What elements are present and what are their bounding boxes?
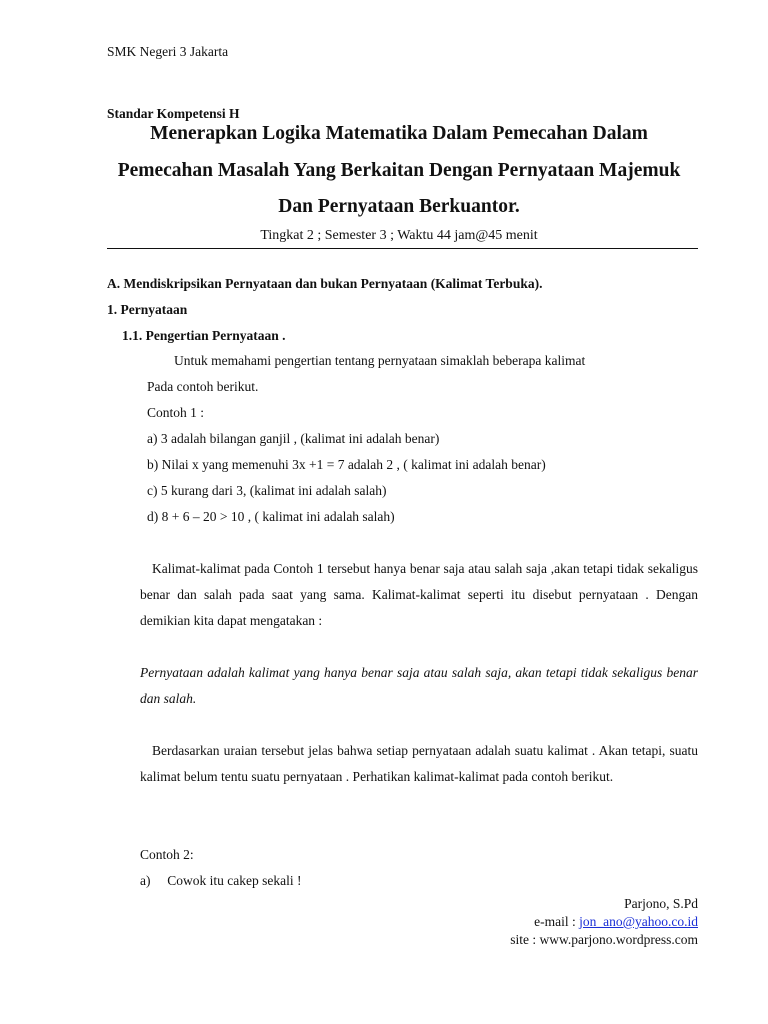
example-1-item: a) 3 adalah bilangan ganjil , (kalimat ini adalah benar): [147, 431, 440, 446]
example-1-label: Contoh 1 :: [147, 405, 205, 420]
footer-email-label: e-mail :: [534, 914, 580, 929]
example-2-item: [140, 873, 301, 889]
intro-line-2: Pada contoh berikut.: [147, 379, 259, 394]
example-2-label: Contoh 2:: [140, 847, 194, 862]
footer-email: [534, 914, 698, 930]
example-1-item: d) 8 + 6 – 20 > 10 , ( kalimat ini adalah salah): [147, 509, 395, 524]
competency-label: Standar Kompetensi H: [107, 106, 240, 121]
footer-author: Parjono, S.Pd: [624, 896, 698, 911]
example-2-item-text: Cowok itu cakep sekali !: [167, 873, 302, 888]
example-1-item: b) Nilai x yang memenuhi 3x +1 = 7 adalah 2 , ( kalimat ini adalah benar): [147, 457, 546, 472]
section-heading: A. Mendiskripsikan Pernyataan dan bukan Pernyataan (Kalimat Terbuka).: [107, 276, 543, 291]
example-1-item: c) 5 kurang dari 3, (kalimat ini adalah salah): [147, 483, 387, 498]
title-line-1: Menerapkan Logika Matematika Dalam Pemecahan Dalam: [150, 123, 648, 144]
explanation-paragraph-1: Kalimat-kalimat pada Contoh 1 tersebut hanya benar saja atau salah saja ,akan tetapi tidak sekaligus benar dan salah pada saat yang sama. Kalimat-kalimat seperti itu disebut pernyataan . Dengan demikian kita dapat mengatakan :: [140, 561, 698, 628]
footer-site: site : www.parjono.wordpress.com: [510, 932, 698, 947]
definition-statement: Pernyataan adalah kalimat yang hanya benar saja atau salah saja, akan tetapi tidak sekaligus benar dan salah.: [140, 665, 698, 706]
example-2-item-marker: a): [140, 873, 151, 888]
explanation-paragraph-2: Berdasarkan uraian tersebut jelas bahwa setiap pernyataan adalah suatu kalimat . Akan tetapi, suatu kalimat belum tentu suatu pernyataan . Perhatikan kalimat-kalimat pada contoh berikut.: [140, 743, 698, 784]
title-line-3: Dan Pernyataan Berkuantor.: [278, 196, 520, 217]
title-subtitle: Tingkat 2 ; Semester 3 ; Waktu 44 jam@45 menit: [260, 228, 538, 243]
subsection-heading: 1. Pernyataan: [107, 302, 188, 317]
title-divider: [107, 248, 698, 249]
subsubsection-heading: 1.1. Pengertian Pernyataan .: [122, 328, 286, 343]
intro-line-1: Untuk memahami pengertian tentang pernyataan simaklah beberapa kalimat: [174, 353, 586, 368]
email-link[interactable]: jon_ano@yahoo.co.id: [579, 914, 698, 929]
page-header-school: SMK Negeri 3 Jakarta: [107, 44, 229, 59]
title-line-2: Pemecahan Masalah Yang Berkaitan Dengan Pernyataan Majemuk: [117, 160, 681, 181]
